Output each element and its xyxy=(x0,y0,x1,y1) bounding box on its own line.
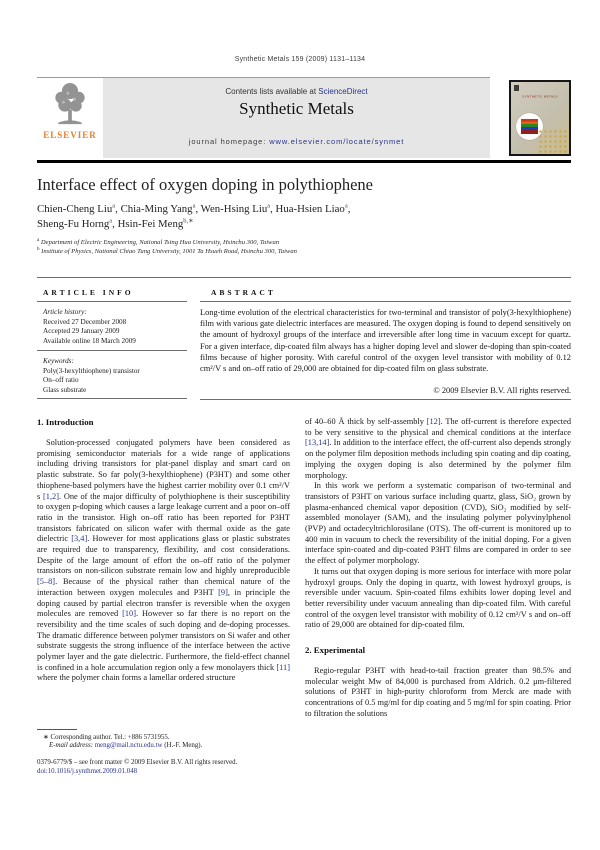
journal-header-banner xyxy=(37,78,490,158)
email-line xyxy=(49,742,202,749)
corresponding-author-note: ∗ Corresponding author. Tel.: +886 5731955. xyxy=(43,734,170,741)
abstract-text: Long-time evolution of the electrical characteristics for two-terminal and transistor of poly(3-hexylthiophene) film with various gate dielectric interfaces are measured. The oxygen doping is found to depend sensitively on the amount of hydroxyl groups of the interface and irreversible after long time in vacuum except for quartz. For a given interface, dip-coated film always has a higher doping level and slower de-doping than spin-coated films because of higher porosity. With careful control of the oxygen level transistor with mobility of 0.12 cm²/V s and on–off ratio of 29,000 are obtained for dip-coated film on glass substrate. xyxy=(200,308,571,374)
affiliation-a: $^a$ Department of Electric Engineering, National Tsing Hua University, Hsinchu 300, Taiwan xyxy=(37,237,280,246)
article-info-rule-bottom xyxy=(37,398,187,399)
keywords-label: Keywords: xyxy=(43,357,74,365)
copyright-line: © 2009 Elsevier B.V. All rights reserved. xyxy=(433,386,571,395)
email-suffix: (H.-F. Meng). xyxy=(162,742,203,749)
history-received: Received 27 December 2008 xyxy=(43,317,127,326)
body-column-right xyxy=(305,417,571,720)
email-label: E-mail address: xyxy=(49,742,95,749)
body-paragraph: It turns out that oxygen doping is more serious for interface with more polar hydroxyl groups. Only the doping in quartz, with lowest hydroxyl groups, is reversible under vacuum. Spin-coated films exhibits lower doping level and better reversibility under vacuum annealing than dip-coated film. With careful control of the oxygen level transistor with mobility of 0.12 cm²/V s and on–off ratio of 29,000 are obtained for dip-coated film. xyxy=(305,566,571,630)
history-accepted: Accepted 29 January 2009 xyxy=(43,327,120,336)
doi-link[interactable]: doi:10.1016/j.synthmet.2009.01.048 xyxy=(37,768,138,775)
article-info-rule-middle xyxy=(37,350,187,351)
article-info-rule-top xyxy=(37,301,187,302)
intro-paragraph: Solution-processed conjugated polymers have been considered as promising semiconductor materials for a wide range of applications including driving transistors for plat-panel display and smart card on plastic substrate. So far poly(3-hexylthiophene) (P3HT) and some other thiophene-based polymers have the highest carrier mobility over 0.1 cm²/V s [1,2]. One of the major difficulty of polythiophene is their susceptibility to oxygen p-doping which causes a large leakage current and a poor on–off ratio in the transistor. High on–off ratio has been reported for P3HT transistors fabricated on silicon wafer with thermal oxide as the gate dielectric [3,4]. However for most applications glass or plastic substrates are required due to transparency, flexibility, and cost considerations. Despite of the large amount of effort the on–off ratio of the polymer transistors on non-silicon substrate remain low and highly unreproducible [5–8]. Because of the physical rather than chemical nature of the interaction between oxygen molecules and P3HT [9], in principle the doping caused by partial electron transfer is reversible when the oxygen molecules are removed [10]. However so far there is no report on the reversibility and the time scales of such doping and de-doping processes. The dramatic difference between polymer transistors on Si wafer and other substrate suggests the strong influence of the interface between the active polymer layer and the gate dielectric. Furthermore, the field-effect channel is confined in a hole accumulation region only a few monolayers thick [11] where the polymer chain forms a lamellar ordered structure xyxy=(37,438,291,683)
sciencedirect-link[interactable]: ScienceDirect xyxy=(318,87,368,96)
article-title: Interface effect of oxygen doping in polythiophene xyxy=(37,175,373,194)
author-line-2: Sheng-Fu Horng$^a$, Hsin-Fei Meng$^{b,∗}$ xyxy=(37,216,194,230)
history-available: Available online 18 March 2009 xyxy=(43,336,136,345)
intro-paragraph-continued: of 40–60 Å thick by self-assembly [12]. The off-current is therefore expected to be very sensitive to the physical and chemical conditions at the interface [13,14]. In addition to the interface effect, the off-current also depends strongly on the polymer film deposition methods including spin coating and dip coating, implying the oxygen doping is also determined by the polymer film morphology. xyxy=(305,417,572,480)
author-line-1: Chien-Cheng Liu$^a$, Chia-Ming Yang$^a$, Wen-Hsing Liu$^a$, Hua-Hsien Liao$^a$, xyxy=(37,202,351,215)
article-history xyxy=(43,308,189,346)
article-history-label: Article history: xyxy=(43,308,87,316)
keyword-item: Poly(3-hexylthiophene) transistor xyxy=(43,366,140,375)
author-list xyxy=(37,202,571,231)
affiliation-b: $^b$ Institute of Physics, National Chiao Tung University, 1001 Ta Hsueh Road, Hsinchu 300, Taiwan xyxy=(37,246,297,255)
issn-copyright-line: 0379-6779/$ – see front matter © 2009 Elsevier B.V. All rights reserved. xyxy=(37,759,238,766)
cover-publisher-mark xyxy=(514,85,519,91)
section-heading-introduction: 1. Introduction xyxy=(37,417,94,427)
experimental-paragraph: Regio-regular P3HT with head-to-tail fraction greater than 98.5% and molecular weight Mw of 84,000 is purchased from Aldrich. 0.2 μm-filtered solutions of P3HT in high-purity chloroform from Merck are made with concentrations of 0.5 mg/ml for dip coating and 5 mg/ml for spin coating. Prior to filtration the solutions xyxy=(305,666,571,718)
title-divider-rule xyxy=(37,277,571,278)
cover-honeycomb-texture xyxy=(538,129,568,153)
abstract-heading: ABSTRACT xyxy=(211,288,276,297)
journal-title: Synthetic Metals xyxy=(239,99,354,118)
keyword-item: On–off ratio xyxy=(43,376,79,385)
contents-list-line: Contents lists available at ScienceDirect xyxy=(225,87,368,96)
cover-stripes-image xyxy=(521,119,538,134)
elsevier-logo xyxy=(37,78,103,158)
journal-homepage-link[interactable]: www.elsevier.com/locate/synmet xyxy=(269,137,405,146)
email-link[interactable]: meng@mail.nctu.edu.tw xyxy=(94,742,163,749)
article-info-heading: ARTICLE INFO xyxy=(43,288,134,297)
keyword-item: Glass substrate xyxy=(43,385,87,394)
journal-homepage-line: journal homepage: www.elsevier.com/locate/synmet xyxy=(188,137,405,146)
affiliations xyxy=(37,238,571,256)
body-column-left xyxy=(37,417,290,684)
body-paragraph: In this work we perform a systematic comparison of two-terminal and transistors of P3HT on various surface including quartz, glass, SiO₂ grown by plasma-enhanced chemical vapor deposition (CVD), SiO₂ modified by self-assembled monolayer (SAM), and the insulating polymer polyvinylphenol (PVP) and octadecyltrichlorosilane (OTS). The off-current is monitored up to 400 min in vacuum to check the reversibility of the initial doping. For a given interface spin-coated and dip-coated P3HT films are compared in order to see the effect of polymer morphology. xyxy=(305,481,571,566)
journal-cover-thumbnail xyxy=(509,80,571,156)
journal-citation-line: Synthetic Metals 159 (2009) 1131–1134 xyxy=(234,56,366,63)
footnote-rule xyxy=(37,729,77,730)
elsevier-wordmark: ELSEVIER xyxy=(43,130,97,140)
abstract-rule-bottom xyxy=(200,399,571,400)
section-heading-experimental: 2. Experimental xyxy=(305,645,366,656)
header-divider-rule xyxy=(37,160,571,163)
elsevier-tree-icon xyxy=(48,80,92,130)
abstract-rule-top xyxy=(200,301,571,302)
cover-title: SYNTHETIC METALS xyxy=(522,95,558,99)
keywords xyxy=(43,357,189,395)
